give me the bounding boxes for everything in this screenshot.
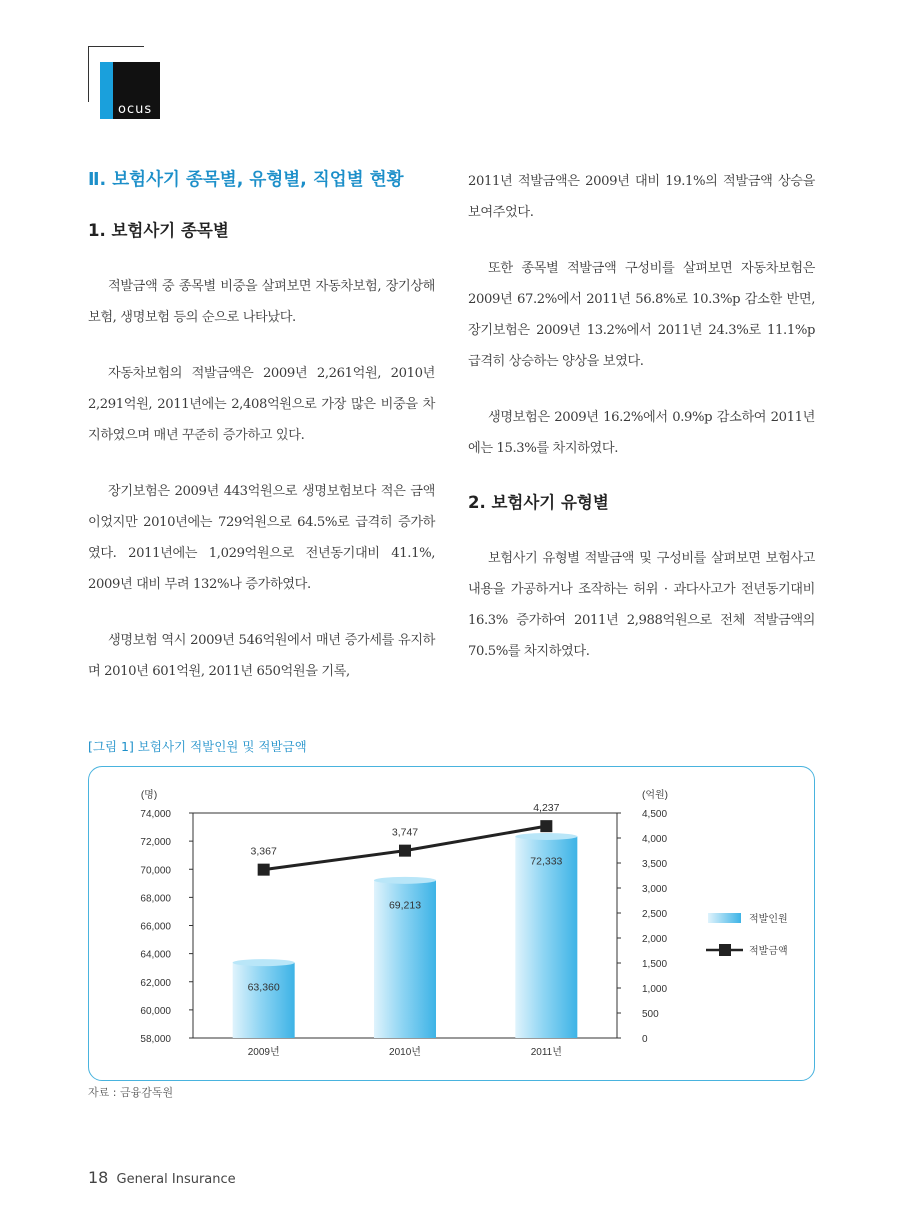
legend-label-line: 적발금액	[749, 946, 788, 957]
paragraph: 2011년 적발금액은 2009년 대비 19.1%의 적발금액 상승을 보여주었다.	[468, 174, 815, 220]
bar-data-label: 69,213	[388, 899, 422, 912]
line-marker-2	[399, 845, 411, 857]
figure-caption: [그림 1] 보험사기 적발인원 및 적발금액	[88, 739, 307, 754]
right-axis-tick-label: 1,500	[642, 959, 668, 970]
left-axis-tick-label: 74,000	[140, 809, 171, 820]
left-axis-unit: (명)	[140, 790, 158, 801]
x-axis-tick-label: 2010년	[389, 1047, 421, 1058]
right-axis-tick-label: 500	[642, 1009, 659, 1020]
right-axis-unit: (억원)	[642, 790, 668, 801]
focus-logo	[88, 46, 166, 124]
left-axis-tick-label: 58,000	[140, 1034, 171, 1045]
combo-chart	[89, 767, 816, 1082]
bar-top-1	[233, 959, 295, 966]
x-axis-tick-label: 2011년	[530, 1047, 562, 1058]
paragraph: 보험사기 유형별 적발금액 및 구성비를 살펴보면 보험사고 내용을 가공하거나 조작하는 허위 · 과다사고가 전년동기대비 16.3% 증가하여 2011년 2,988억원으로 전체 적발금액의 70.5%를 차지하였다.	[468, 551, 815, 659]
line-marker-3	[540, 820, 552, 832]
right-axis-tick-label: 4,500	[642, 809, 668, 820]
legend-label-bar: 적발인원	[749, 914, 788, 925]
bar-data-label: 63,360	[247, 981, 280, 994]
right-axis-tick-label: 0	[642, 1034, 648, 1045]
left-axis-tick-label: 62,000	[140, 977, 171, 989]
bar-data-label: 72,333	[530, 855, 563, 868]
page-number: 18	[88, 1168, 109, 1187]
page-footer	[88, 1168, 236, 1187]
line-marker-1	[258, 864, 270, 876]
left-axis-tick-label: 72,000	[140, 837, 171, 849]
legend-swatch-bar	[708, 913, 741, 923]
left-column	[88, 166, 435, 712]
bar-top-3	[515, 833, 577, 840]
right-axis-tick-label: 3,500	[642, 859, 668, 870]
logo-letter-f	[100, 62, 113, 119]
line-data-label: 4,237	[533, 802, 560, 815]
left-axis-tick-label: 64,000	[140, 949, 171, 961]
paragraph: 또한 종목별 적발금액 구성비를 살펴보면 자동차보험은 2009년 67.2%에서 2011년 56.8%로 10.3%p 감소한 반면, 장기보험은 2009년 13.2%에서 2011년 24.3%로 11.1%p 급격히 상승하는 양상을 보였다.	[468, 261, 815, 369]
bar-top-2	[374, 877, 436, 884]
right-axis-tick-label: 1,000	[642, 984, 668, 995]
legend-swatch-marker	[719, 944, 731, 956]
left-axis-tick-label: 60,000	[140, 1005, 171, 1017]
x-axis-tick-label: 2009년	[247, 1047, 280, 1058]
right-axis-tick-label: 4,000	[642, 834, 668, 845]
right-axis-tick-label: 3,000	[642, 884, 668, 895]
paragraph: 적발금액 중 종목별 비중을 살펴보면 자동차보험, 장기상해보험, 생명보험 등의 순으로 나타났다.	[88, 279, 435, 325]
left-axis-tick-label: 66,000	[140, 921, 171, 933]
left-axis-tick-label: 68,000	[140, 893, 171, 905]
right-column	[468, 166, 815, 692]
logo-corner-line-v	[88, 46, 89, 102]
right-axis-tick-label: 2,000	[642, 934, 668, 945]
magazine-name: General Insurance	[116, 1172, 236, 1187]
line-data-label: 3,747	[391, 826, 419, 839]
subsection-title-2: 2. 보험사기 유형별	[468, 493, 609, 512]
right-axis-tick-label: 2,500	[642, 909, 668, 920]
line-data-label: 3,367	[250, 845, 277, 858]
paragraph: 자동차보험의 적발금액은 2009년 2,261억원, 2010년 2,291억원, 2011년에는 2,408억원으로 가장 많은 비중을 차지하였으며 매년 꾸준히 증가하고 있다.	[88, 366, 435, 443]
section-title: Ⅱ. 보험사기 종목별, 유형별, 직업별 현황	[88, 170, 404, 190]
chart-container	[88, 766, 815, 1081]
logo-word: ocus	[118, 102, 153, 117]
figure-source: 자료 : 금융감독원	[88, 1086, 174, 1099]
left-axis-tick-label: 70,000	[140, 865, 171, 877]
paragraph: 생명보험 역시 2009년 546억원에서 매년 증가세를 유지하며 2010년 601억원, 2011년 650억원을 기록,	[88, 633, 435, 679]
paragraph: 장기보험은 2009년 443억원으로 생명보험보다 적은 금액이었지만 2010년에는 729억원으로 64.5%로 급격히 증가하였다. 2011년에는 1,029억원으로 전년동기대비 41.1%, 2009년 대비 무려 132%나 증가하였다.	[88, 484, 435, 592]
subsection-title-1: 1. 보험사기 종목별	[88, 221, 229, 240]
bar-1	[233, 963, 295, 1038]
logo-corner-line-h	[88, 46, 144, 47]
paragraph: 생명보험은 2009년 16.2%에서 0.9%p 감소하여 2011년에는 15.3%를 차지하였다.	[468, 410, 815, 456]
